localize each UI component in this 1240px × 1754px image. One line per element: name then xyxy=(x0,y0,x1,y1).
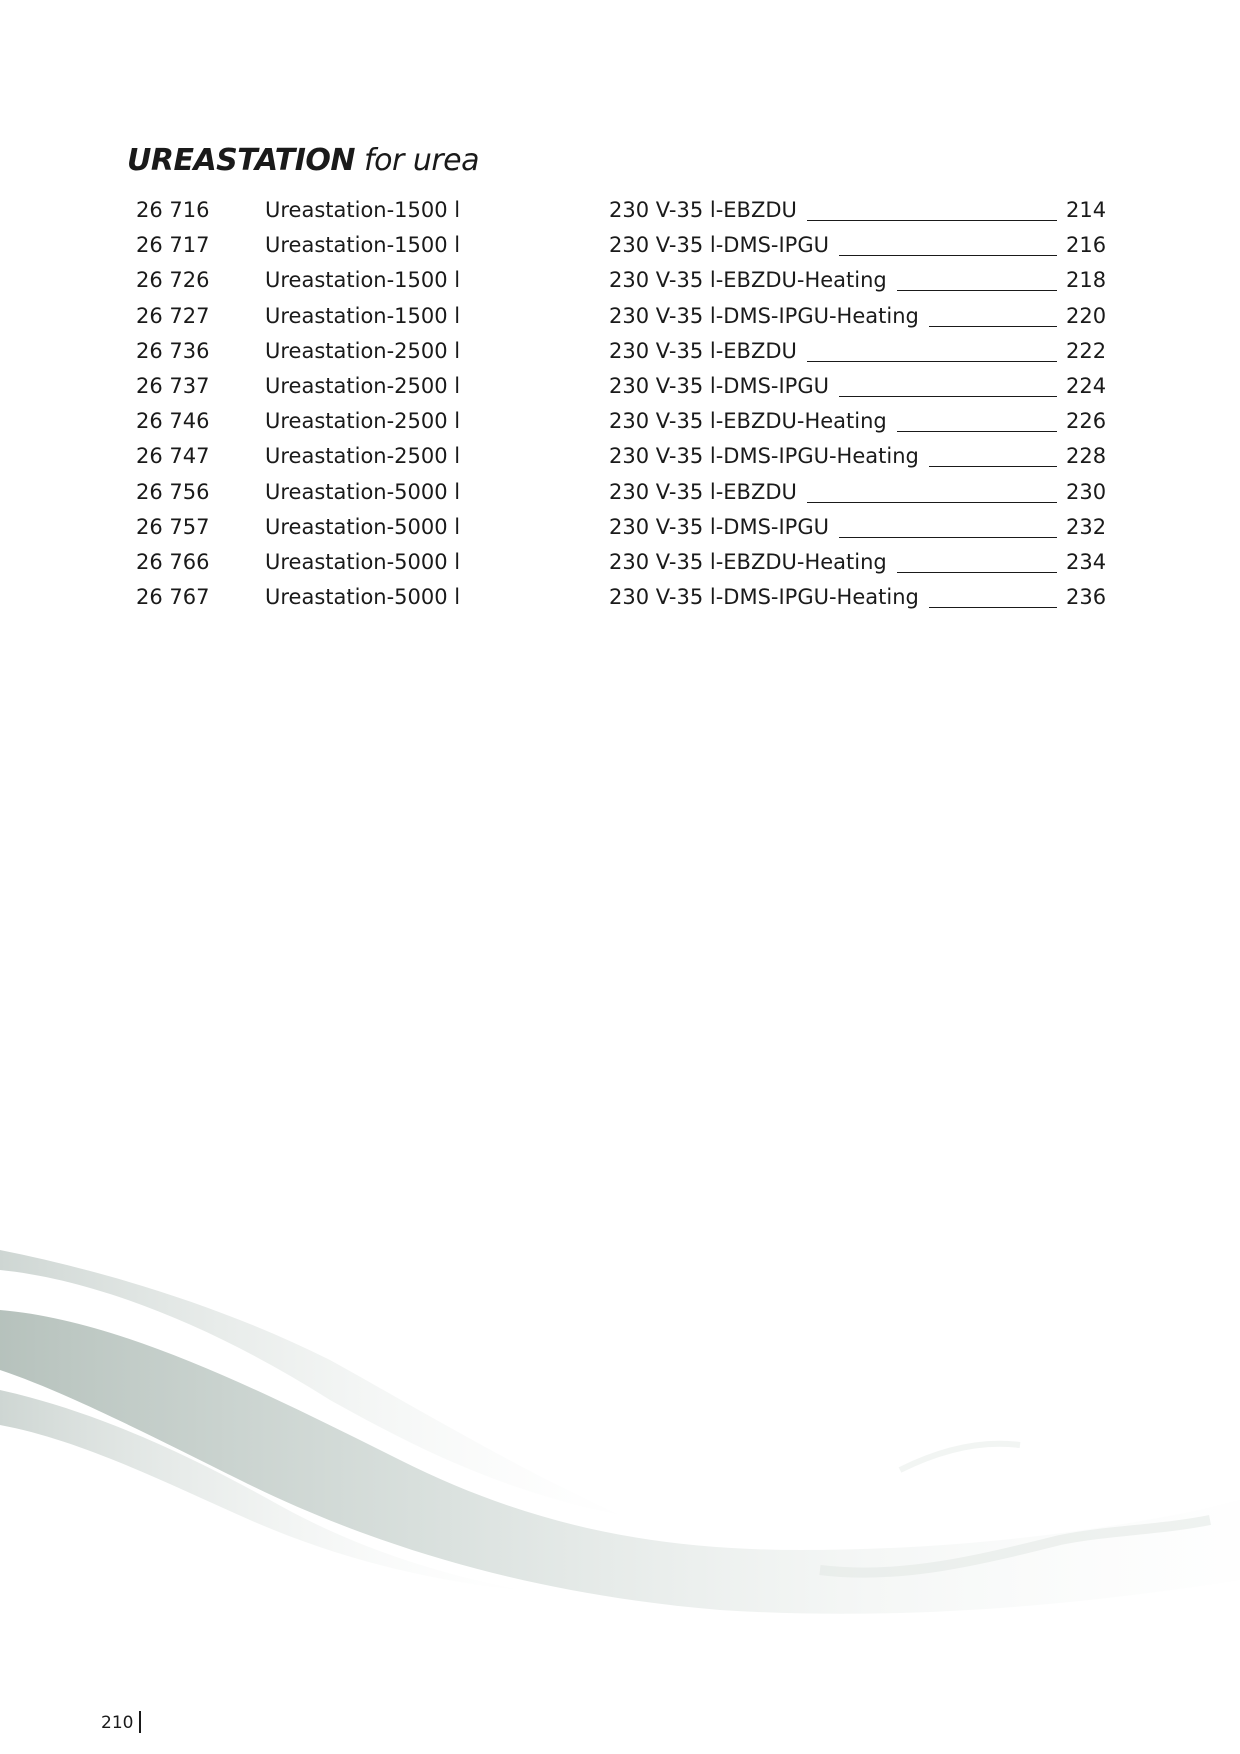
model-name: Ureastation-5000 l xyxy=(265,514,461,539)
article-number: 26 727 xyxy=(136,303,210,328)
page-number xyxy=(101,1711,141,1733)
page-reference[interactable]: 222 xyxy=(1066,338,1107,363)
leader-line xyxy=(897,572,1057,573)
model-name: Ureastation-2500 l xyxy=(265,409,461,434)
leader-line xyxy=(897,290,1057,291)
article-number: 26 756 xyxy=(136,479,210,504)
variant-name: 230 V-35 l-DMS-IPGU xyxy=(609,373,829,398)
leader-line xyxy=(807,502,1057,503)
index-row xyxy=(136,299,1106,334)
page-reference[interactable]: 218 xyxy=(1066,268,1107,293)
article-number: 26 736 xyxy=(136,338,210,363)
index-row xyxy=(136,193,1106,228)
model-name: Ureastation-1500 l xyxy=(265,268,461,293)
variant-cell xyxy=(609,193,1057,224)
article-number: 26 726 xyxy=(136,268,210,293)
page-title xyxy=(127,143,479,178)
variant-name: 230 V-35 l-EBZDU-Heating xyxy=(609,268,887,293)
page-reference[interactable]: 224 xyxy=(1066,373,1107,398)
leader-line xyxy=(897,431,1057,432)
index-row xyxy=(136,404,1106,439)
article-number: 26 746 xyxy=(136,409,210,434)
variant-cell xyxy=(609,369,1057,400)
article-number: 26 767 xyxy=(136,585,210,610)
variant-cell xyxy=(609,545,1057,576)
article-number: 26 717 xyxy=(136,233,210,258)
page-reference[interactable]: 216 xyxy=(1066,233,1107,258)
leader-line xyxy=(807,361,1057,362)
model-name: Ureastation-5000 l xyxy=(265,585,461,610)
index-row xyxy=(136,334,1106,369)
model-name: Ureastation-2500 l xyxy=(265,338,461,363)
leader-line xyxy=(807,220,1057,221)
page-number-divider xyxy=(139,1711,141,1733)
variant-cell xyxy=(609,263,1057,294)
index-row xyxy=(136,475,1106,510)
page-reference[interactable]: 214 xyxy=(1066,198,1107,222)
variant-name: 230 V-35 l-EBZDU-Heating xyxy=(609,409,887,434)
leader-line xyxy=(839,537,1057,538)
variant-cell xyxy=(609,334,1057,365)
variant-cell xyxy=(609,510,1057,541)
variant-name: 230 V-35 l-EBZDU xyxy=(609,198,797,222)
product-index-list xyxy=(136,193,1106,615)
variant-name: 230 V-35 l-DMS-IPGU xyxy=(609,233,829,258)
variant-name: 230 V-35 l-EBZDU-Heating xyxy=(609,549,887,574)
variant-cell xyxy=(609,404,1057,435)
page-title-rest: for urea xyxy=(364,143,480,178)
variant-name: 230 V-35 l-DMS-IPGU-Heating xyxy=(609,585,919,610)
index-row xyxy=(136,580,1106,615)
variant-name: 230 V-35 l-DMS-IPGU-Heating xyxy=(609,303,919,328)
index-row xyxy=(136,439,1106,474)
index-row xyxy=(136,510,1106,545)
page-reference[interactable]: 228 xyxy=(1066,444,1107,469)
variant-cell xyxy=(609,475,1057,506)
page-reference[interactable]: 226 xyxy=(1066,409,1107,434)
index-row xyxy=(136,545,1106,580)
variant-name: 230 V-35 l-EBZDU xyxy=(609,338,797,363)
page-reference[interactable]: 234 xyxy=(1066,549,1107,574)
water-wave-decoration xyxy=(0,1250,1240,1650)
variant-cell xyxy=(609,299,1057,330)
model-name: Ureastation-5000 l xyxy=(265,549,461,574)
page-reference[interactable]: 232 xyxy=(1066,514,1107,539)
leader-line xyxy=(929,607,1057,608)
article-number: 26 757 xyxy=(136,514,210,539)
leader-line xyxy=(839,396,1057,397)
variant-name: 230 V-35 l-DMS-IPGU xyxy=(609,514,829,539)
page-reference[interactable]: 230 xyxy=(1066,479,1107,504)
model-name: Ureastation-1500 l xyxy=(265,198,461,222)
variant-name: 230 V-35 l-EBZDU xyxy=(609,479,797,504)
index-row xyxy=(136,263,1106,298)
page-title-strong: UREASTATION xyxy=(127,143,355,178)
variant-cell xyxy=(609,580,1057,611)
model-name: Ureastation-5000 l xyxy=(265,479,461,504)
index-row xyxy=(136,369,1106,404)
article-number: 26 737 xyxy=(136,373,210,398)
model-name: Ureastation-1500 l xyxy=(265,303,461,328)
page-number-value: 210 xyxy=(101,1713,134,1733)
variant-cell xyxy=(609,228,1057,259)
article-number: 26 716 xyxy=(136,198,210,222)
index-row xyxy=(136,228,1106,263)
variant-cell xyxy=(609,439,1057,470)
leader-line xyxy=(929,466,1057,467)
article-number: 26 766 xyxy=(136,549,210,574)
leader-line xyxy=(839,255,1057,256)
model-name: Ureastation-2500 l xyxy=(265,444,461,469)
model-name: Ureastation-2500 l xyxy=(265,373,461,398)
model-name: Ureastation-1500 l xyxy=(265,233,461,258)
variant-name: 230 V-35 l-DMS-IPGU-Heating xyxy=(609,444,919,469)
page-reference[interactable]: 236 xyxy=(1066,585,1107,610)
leader-line xyxy=(929,326,1057,327)
page-reference[interactable]: 220 xyxy=(1066,303,1107,328)
article-number: 26 747 xyxy=(136,444,210,469)
